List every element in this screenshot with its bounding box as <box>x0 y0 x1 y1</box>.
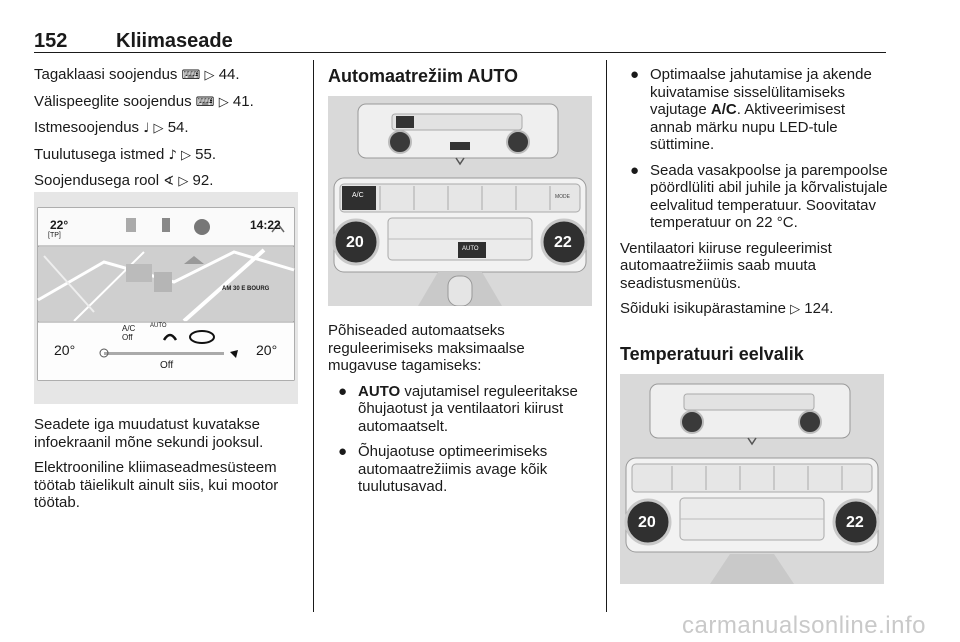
mirror-heat-icon: ⌨ <box>195 94 215 110</box>
panel-left-temp: 20 <box>346 234 364 251</box>
infotainment-screen-image <box>34 192 298 404</box>
section-heading-temperature: Temperatuuri eelvalik <box>620 344 804 364</box>
panel-ac-button: A/C <box>352 192 364 199</box>
screen-tp-label: [TP] <box>48 232 61 239</box>
screen-map-label: AM 30 E BOURG <box>222 286 270 292</box>
panel-right-temp: 22 <box>554 234 572 251</box>
column-2-heading <box>328 68 598 86</box>
rear-window-heat-icon: ⌨ <box>181 68 201 83</box>
seat-heat-icon: ♩ <box>143 121 150 136</box>
paragraph: Ventilaatori kiiruse reguleerimist automaatrežiimis saab muuta seadistusmenüüs. <box>620 239 832 292</box>
column-divider-1 <box>313 60 314 612</box>
link-wheel-heat[interactable]: Soojendusega rool ∢ ▷ 92. <box>34 172 214 189</box>
panel-right-temp: 22 <box>846 514 864 531</box>
list-item: ● Õhujaotuse optimeerimiseks automaatrežiimis avage kõik tuulutusavad. <box>338 443 548 495</box>
link-mirror-heat[interactable]: Välispeeglite soojendus ⌨ ▷ 41. <box>34 92 254 110</box>
list-item: ● Seada vasakpoolse ja parempoolse pöördlüliti abil juhile ja kõrvalistujale eelvalitud temperatuur. Soovitatav temperatuur on 22 °C. <box>630 161 888 231</box>
column-1-body <box>34 416 304 520</box>
column-2-body <box>328 322 596 504</box>
section-heading-auto: Automaatrežiim AUTO <box>328 66 519 86</box>
screen-clock: 14:22 <box>250 218 281 232</box>
page-number: 152 <box>34 30 68 52</box>
bullet-icon: ● <box>338 443 348 460</box>
screen-auto-label: AUTO <box>150 323 167 329</box>
link-rear-window-heat[interactable]: Tagaklaasi soojendus ⌨ ▷ 44. <box>34 66 240 83</box>
paragraph: Seadete iga muudatust kuvatakse infoekraanil mõne sekundi jooksul. <box>34 416 264 451</box>
column-1 <box>34 66 304 199</box>
column-3-body <box>620 66 890 327</box>
link-vehicle-personalisation[interactable]: Sõiduki isikupärastamine ▷ 124. <box>620 300 834 317</box>
climate-panel-drawing-2 <box>620 374 884 584</box>
page-ref-arrow-icon: ▷ <box>790 302 801 317</box>
temperature-preselection-image <box>620 374 884 584</box>
screen-temp-top: 22° <box>50 218 69 232</box>
screen-temp-left: 20° <box>54 342 76 358</box>
page-ref-arrow-icon: ▷ <box>181 147 191 163</box>
bullet-icon: ● <box>338 382 348 400</box>
seat-vent-icon: ♪ <box>168 147 177 163</box>
page-ref-arrow-icon: ▷ <box>178 174 189 189</box>
watermark: carmanualsonline.info <box>682 612 926 639</box>
list-item: ● AUTO vajutamisel reguleeritakse õhujaotust ja ventilaatori kiirust automaatselt. <box>338 382 578 435</box>
paragraph: Elektrooniline kliimaseadmesüsteem töötab täielikult ainult siis, kui mootor töötab. <box>34 459 279 511</box>
page-ref-arrow-icon: ▷ <box>204 68 215 83</box>
link-seat-heat[interactable]: Istmesoojendus ♩ ▷ 54. <box>34 119 189 136</box>
page-title: Kliimaseade <box>116 30 233 52</box>
list-item: ● Optimaalse jahutamise ja akende kuivatamise sisselülitamiseks vajutage A/C. Aktiveerimisest annab märku nupu LED-tule süttimine. <box>630 66 872 153</box>
link-seat-vent[interactable]: Tuulutusega istmed ♪ ▷ 55. <box>34 145 217 163</box>
panel-mode-button: MODE <box>555 194 570 200</box>
paragraph: Põhiseaded automaatseks reguleerimiseks maksimaalse mugavuse tagamiseks: <box>328 322 525 374</box>
page-ref-arrow-icon: ▷ <box>218 94 229 110</box>
panel-left-temp: 20 <box>638 514 656 531</box>
screen-ac-label: A/C <box>122 324 136 333</box>
header-rule <box>34 52 886 53</box>
screen-ac-state: Off <box>122 333 133 342</box>
column-divider-2 <box>606 60 607 612</box>
panel-auto-button: AUTO <box>462 246 479 252</box>
bullet-icon: ● <box>630 66 640 83</box>
screen-temp-right: 20° <box>256 342 278 358</box>
page-ref-arrow-icon: ▷ <box>153 121 164 136</box>
column-3-heading <box>620 346 890 364</box>
auto-mode-panel-image <box>328 96 592 306</box>
bullet-icon: ● <box>630 161 640 179</box>
page-header <box>34 30 886 52</box>
screen-fan-label: Off <box>160 360 174 371</box>
climate-panel-drawing <box>328 96 592 306</box>
wheel-heat-icon: ∢ <box>163 174 175 189</box>
